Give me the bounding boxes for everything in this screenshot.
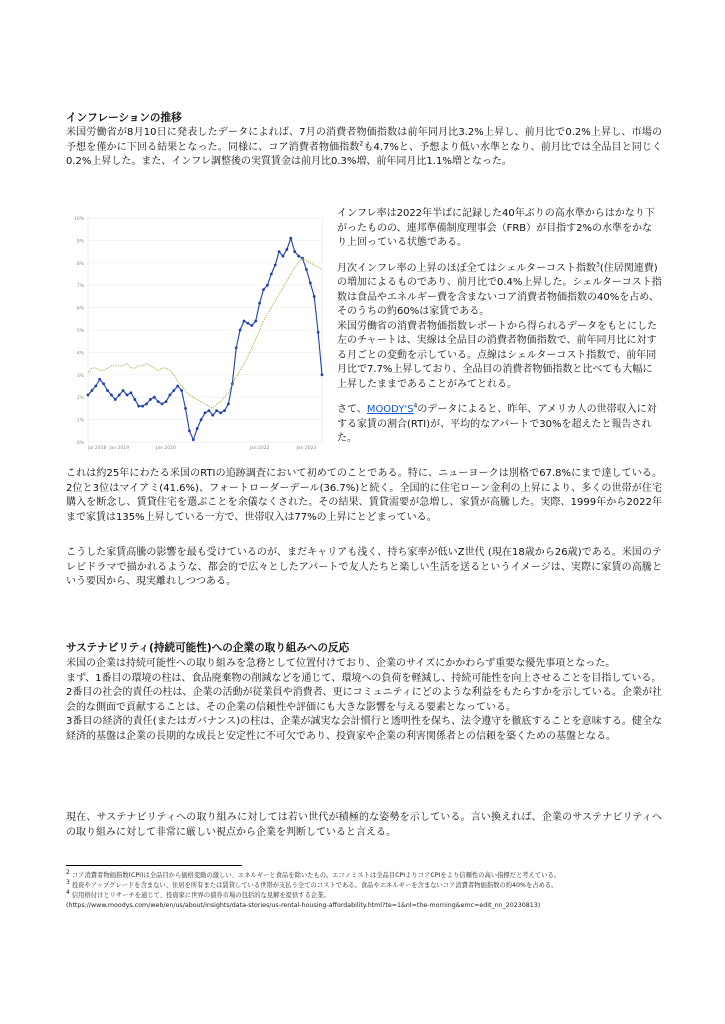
x-tick-label: Jan 2020 bbox=[156, 446, 176, 451]
cpi-point bbox=[145, 403, 148, 406]
section2-paragraph-4: 3番目の経済的責任(またはガバナンス)の柱は、企業が誠実な会計慣行と透明性を保ち、法令遵守を徹底することを意味する。健全な経済的基盤は企業の長期的な成長と安定性に不可欠であり、投資家や企業の利害関係者との信頼を築くための基盤となる。 bbox=[66, 716, 662, 742]
cpi-point bbox=[239, 329, 242, 332]
cpi-point bbox=[188, 429, 191, 432]
y-tick-label: 9% bbox=[76, 239, 84, 245]
section2-paragraph-2: まず、1番目の環境の柱は、食品廃棄物の削減などを通じて、環境への負荷を軽減し、持続可能性を向上させることを目指している。 bbox=[66, 672, 662, 684]
moodys-link[interactable]: MOODY'S bbox=[366, 404, 414, 415]
cpi-point bbox=[223, 409, 226, 412]
cpi-point bbox=[313, 295, 316, 298]
cpi-point bbox=[282, 255, 285, 258]
cpi-point bbox=[243, 320, 246, 323]
cpi-point bbox=[184, 407, 187, 410]
footnote-url[interactable]: (https://www.moodys.com/web/en/us/about/insights/data-stories/us-rental-housing-affordability.html?te=1&nl=the-morning&emc=edit_nn_20230813) bbox=[66, 902, 541, 909]
cpi-point bbox=[91, 389, 94, 392]
cpi-point bbox=[208, 409, 211, 412]
cpi-point bbox=[87, 394, 90, 397]
cpi-point bbox=[153, 396, 156, 399]
r4-text-b: のデータによると、昨年、アメリカ人の世帯収入に対する家賃の割合(RTI)が、平均的なアパートで30%を超えたと報告された。 bbox=[337, 404, 657, 444]
x-tick-label: Jan 2022 bbox=[249, 446, 270, 451]
y-tick-label: 8% bbox=[76, 261, 84, 267]
y-tick-label: 3% bbox=[76, 373, 84, 379]
r2-text-a: 月次インフレ率の上昇のほぼ全てはシェルターコスト指数 bbox=[337, 262, 596, 274]
cpi-point bbox=[309, 282, 312, 285]
r2-text-b: (住居関連費)の増加によるものであり、前月比で0.4%上昇した。シェルターコスト指数は食品やエネルギー費を含まないコア消費者物価指数の40%を占め、そのうちの約60%は家賃である。 bbox=[337, 262, 662, 317]
cpi-point bbox=[297, 255, 300, 258]
section1-intro bbox=[66, 126, 662, 170]
intro-text-b: も4.7%と、予想より低い水準となり、前月比では全品目と同じく0.2%上昇した。また、インフレ調整後の実質賃金は前月比0.3%増、前年同月比1.1%増となった。 bbox=[66, 141, 663, 167]
cpi-point bbox=[165, 400, 168, 403]
section2-body bbox=[66, 657, 662, 744]
cpi-point bbox=[169, 394, 172, 397]
cpi-point bbox=[161, 403, 164, 406]
cpi-point bbox=[274, 264, 277, 267]
y-tick-label: 5% bbox=[76, 329, 84, 334]
cpi-point bbox=[110, 394, 113, 397]
cpi-point bbox=[204, 411, 207, 414]
right-paragraph-2 bbox=[337, 262, 662, 320]
right-column bbox=[337, 207, 662, 447]
cpi-point bbox=[126, 394, 129, 397]
y-tick-label: 2% bbox=[76, 396, 84, 402]
cpi-point bbox=[172, 389, 175, 392]
cpi-point bbox=[211, 414, 214, 417]
r4-text-a: さて、 bbox=[337, 404, 367, 415]
cpi-point bbox=[317, 331, 320, 334]
cpi-point bbox=[176, 385, 179, 388]
cpi-point bbox=[192, 438, 195, 441]
right-paragraph-4 bbox=[337, 403, 662, 447]
section2-paragraph-3: 2番目の社会的責任の柱は、企業の活動が従業員や消費者、更にコミュニティにどのような利益をもたらすかを示している。企業が社会的な側面で貢献することは、その企業の信頼性や評価にも大きな影響を与える要素となっている。 bbox=[66, 687, 662, 713]
y-tick-label: 4% bbox=[76, 351, 84, 357]
x-tick-label: Jan 2019 bbox=[109, 446, 130, 451]
cpi-point bbox=[247, 322, 250, 325]
cpi-point bbox=[278, 250, 281, 253]
section2-paragraph-1: 米国の企業は持続可能性への取り組みを急務として位置付けており、企業のサイズにかかわらず重要な優先事項となった。 bbox=[66, 658, 616, 669]
footnote-2-text: コア消費者物価指数(CPI)は全品目から価格変動の激しい、エネルギーと食品を除いたもの。エコノミストは全品目CPIよりコアCPIをより信頼性の高い指標だと考えている。 bbox=[71, 872, 561, 879]
footnote-ref-4[interactable]: 4 bbox=[413, 402, 418, 410]
cpi-point bbox=[133, 398, 136, 401]
footnote-3-number: 3 bbox=[66, 878, 70, 886]
cpi-point bbox=[149, 398, 152, 401]
section1-heading: インフレーションの推移 bbox=[66, 112, 182, 124]
cpi-point bbox=[157, 400, 160, 403]
cpi-point bbox=[118, 394, 121, 397]
cpi-point bbox=[94, 385, 97, 388]
cpi-point bbox=[122, 389, 125, 392]
y-tick-label: 6% bbox=[76, 306, 84, 312]
section2-heading: サステナビリティ(持続可能性)への企業の取り組みへの反応 bbox=[66, 642, 350, 654]
intro-text-a: 米国労働省が8月10日に発表したデータによれば、7月の消費者物価指数は前年同月比3.2%上昇し、前月比で0.2%上昇し、市場の予想を僅かに下回る結果となった。同様に、コア消費者物価指数 bbox=[66, 127, 662, 153]
footnote-4 bbox=[66, 888, 662, 901]
cpi-point bbox=[141, 405, 144, 408]
footnote-divider bbox=[66, 865, 242, 866]
footnote-4-text: 信用格付けとリサーチを通じて、投資家に世界の債券市場の包括的な見解を提供する企業。 bbox=[71, 892, 330, 899]
section1-full-paragraph-1: これは約25年にわたる米国のRTIの追跡調査において初めてのことである。特に、ニューヨークは別格で67.8%にまで達している。2位と3位はマイアミ(41.6%)、フォートローダーデール(36.7%)と続く。全国的に住宅ローン金利の上昇により、多くの世帯が住宅購入を断念し、賃貸住宅を選ぶことを余儀なくされた。その結果、賃貸需要が急増し、家賃が高騰した。実際、1999年から2022年まで家賃は135%上昇している一方で、世帯収入は77%の上昇にとどまっている。 bbox=[66, 468, 662, 523]
y-tick-label: 1% bbox=[76, 418, 84, 424]
footnotes bbox=[66, 868, 662, 911]
cpi-point bbox=[262, 288, 265, 291]
footnote-3 bbox=[66, 878, 662, 891]
y-tick-label: 0% bbox=[76, 441, 84, 446]
cpi-point bbox=[235, 347, 238, 350]
section2-paragraph-5: 現在、サステナビリティへの取り組みに対しては若い世代が積極的な姿勢を示している。言い換えれば、企業のサステナビリティへの取り組みに対して非常に厳しい視点から企業を判断していると言える。 bbox=[66, 812, 662, 838]
footnote-2 bbox=[66, 868, 662, 881]
cpi-point bbox=[258, 302, 261, 305]
footnote-4-number: 4 bbox=[66, 888, 70, 896]
cpi-point bbox=[305, 268, 308, 271]
section1-full-paragraph-2: こうした家賃高騰の影響を最も受けているのが、まだキャリアも浅く、持ち家率が低いZ世代 (現在18歳から26歳)である。米国のテレビドラマで描かれるような、都会的で広々としたアパートで友人たちと楽しい生活を送るというイメージは、実際に家賃の高騰という要因から、現実離れしつつある。 bbox=[66, 547, 662, 587]
cpi-point bbox=[254, 320, 257, 323]
right-paragraph-3: 米国労働省の消費者物価指数レポートから得られるデータをもとにした左のチャートは、実線は全品目の消費者物価指数で、前年同月比に対する月ごとの変動を示している。点線はシェルターコスト指数で、前年同月比で7.7%上昇しており、全品目の消費者物価指数と比べても大幅に上昇したままであることがみてとれる。 bbox=[337, 320, 657, 390]
footnote-3-text: 投資やアップグレードを含まない、住居を所有または賃貸している世帯が支払う全てのコストである。食品やエネルギーを含まないコア消費者物価指数の約40%を占める。 bbox=[71, 882, 558, 889]
cpi-point bbox=[130, 391, 133, 394]
cpi-point bbox=[98, 378, 101, 381]
cpi-point bbox=[106, 389, 109, 392]
cpi-point bbox=[227, 403, 230, 406]
cpi-point bbox=[137, 405, 140, 408]
cpi-point bbox=[102, 382, 105, 385]
cpi-point bbox=[270, 273, 273, 276]
cpi-point bbox=[196, 427, 199, 430]
cpi-point bbox=[219, 411, 222, 414]
footnote-2-number: 2 bbox=[66, 868, 70, 876]
cpi-point bbox=[293, 250, 296, 253]
cpi-point bbox=[114, 398, 117, 401]
y-tick-label: 7% bbox=[76, 284, 84, 290]
footnote-ref-3[interactable]: 3 bbox=[596, 261, 600, 269]
cpi-point bbox=[286, 248, 289, 251]
footnote-ref-2[interactable]: 2 bbox=[359, 140, 364, 148]
cpi-point bbox=[180, 389, 183, 392]
cpi-line-chart bbox=[66, 210, 328, 458]
cpi-point bbox=[215, 409, 218, 412]
cpi-point bbox=[250, 324, 253, 327]
cpi-point bbox=[289, 237, 292, 240]
x-tick-label: Jan 2023 bbox=[296, 446, 317, 451]
y-tick-label: 10% bbox=[73, 217, 84, 222]
cpi-point bbox=[266, 284, 269, 287]
cpi-point bbox=[321, 373, 324, 376]
right-paragraph-1: インフレ率は2022年半ばに記録した40年ぶりの高水準からはかなり下がったものの、連邦準備制度理事会（FRB）が目指す2%の水準をかなり上回っている状態である。 bbox=[337, 208, 655, 248]
x-tick-label: Jul 2018 bbox=[88, 446, 107, 451]
cpi-point bbox=[200, 418, 203, 421]
